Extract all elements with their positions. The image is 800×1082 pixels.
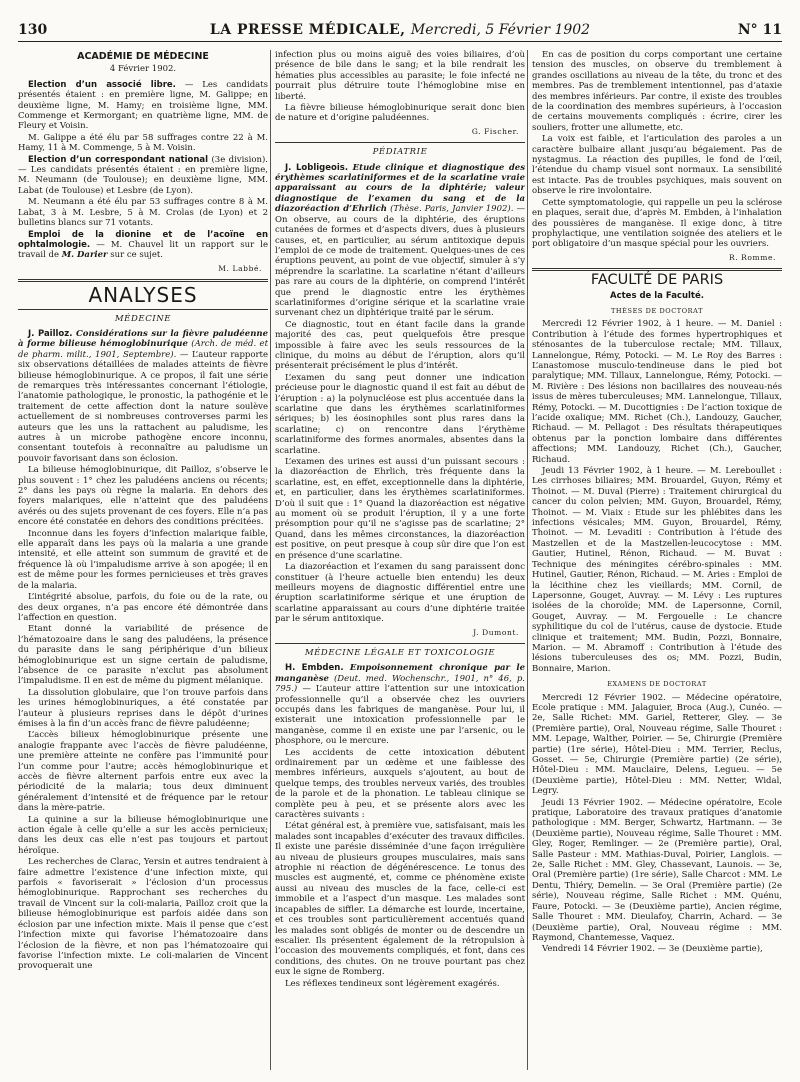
subsection-heading: Actes de la Faculté.: [610, 290, 704, 301]
issue-number: N° 11: [737, 22, 782, 38]
paragraph: La diazoréaction et l’examen du sang paraissent donc constituer (à l’heure actuelle bien entendu) les deux meilleurs moyens de diagnostic différentiel entre une éruption scarlatiniforme sérique et une éruption de scarlatine apparaissant au cours d’une diphtérie traitée par le sérum antitoxique.: [275, 562, 525, 625]
signature: G. Fischer.: [471, 126, 519, 136]
subsection-heading: MÉDECINE: [114, 313, 172, 324]
paragraph: En cas de position du corps comportant une certaine tension des muscles, on observe du tremblement à grandes oscillations au niveau de la tête, du tronc et des membres. Pas de tremblement intentionnel, pas d’ataxie des membres inférieurs. Par contre, il existe des troubles de la coordination des membres supérieurs, à l’occasion de certains mouvements compliqués : écrire, cirer les souliers, frotter une allumette, etc.: [532, 50, 782, 133]
divider: [18, 279, 268, 282]
divider: [275, 142, 525, 143]
paragraph: Les réflexes tendineux sont légèrement exagérés.: [285, 978, 500, 989]
paragraph: Election d’un associé libre. — Les candidats présentés étaient : en première ligne, M. Galippe; en deuxième ligne, M. Hamy; en troisième ligne, MM. Commenge et Kermorgant; en quatrième ligne, MM. de Fleury et Voisin.: [18, 79, 268, 132]
running-header: [18, 20, 782, 42]
column-2: [275, 50, 525, 1074]
analyses-heading: ANALYSES: [88, 283, 198, 308]
subsection-heading: PÉDIATRIE: [372, 147, 428, 158]
paragraph: Etant donné la variabilité de présence de l’hématozoaire dans le sang des paludéens, la présence du parasite dans le sang périphérique d’un bilieux hémoglobinurique est un signe certain de paludisme, l’absence de ce parasite n’exclut pas absolument l’impaludisme. Il en est de même du pigment mélanique.: [18, 624, 268, 687]
paragraph: La dissolution globulaire, que l’on trouve parfois dans les urines hémoglobinuriques, a été constatée par l’auteur à plusieurs reprises dans le dépôt d’urines émises à la fin d’un accès franc de fièvre paludéenne;: [18, 687, 268, 729]
paragraph: Election d’un correspondant national (3e division). — Les candidats présentés étaient : en première ligne, M. Neumann (de Toulouse); en deuxième ligne, MM. Labat (de Toulouse) et Lesbre (de Lyon).: [18, 154, 268, 196]
paragraph: M. Galippe a été élu par 58 suffrages contre 22 à M. Hamy, 11 à M. Commenge, 5 à M. Voisin.: [18, 132, 268, 154]
divider: [275, 643, 525, 644]
paragraph: Mercredi 12 Février 1902, à 1 heure. — M. Daniel : Contribution à l’étude des formes hypertrophiques et sténosantes de la tuberculose rectale; MM. Tillaux, Lannelongue, Rémy, Potocki. — M. Le Roy des Barres : L’anastomose musculo-tendineuse dans le pied bot paralytique; MM. Tillaux, Lannelongue, Rémy, Potocki. — M. Rivière : Des lésions non bacillaires des nouveau-nés issus de mères tuberculeuses; MM. Lannelongue, Tillaux, Rémy, Potocki. — M. Ducottignies : De l’action toxique de l’acide oxalique; MM. Richet (Ch.), Landouzy, Gaucher, Richaud. — M. Pellagot : Des résultats thérapeutiques obtenus par la ponction lombaire dans différentes affections; MM. Landouzy, Richet (Ch.), Gaucher, Richaud.: [532, 319, 782, 465]
paragraph: J. Lobligeois. Etude clinique et diagnostique des érythèmes scarlatiniformes et de la scarlatine vraie apparaissant au cours de la diphtérie; valeur diagnostique de l’examen du sang et de la diazoréaction d’Ehrlich (Thèse. Paris, Janvier 1902). — On observe, au cours de la diphtérie, des éruptions cutanées de formes et d’aspects divers, dues à plusieurs causes, et, en particulier, au sérum antitoxique depuis l’emploi de ce mode de traitement. Quelques-unes de ces éruptions peuvent, au point de vue objectif, simuler à s’y méprendre la scarlatine. La scarlatine n’étant d’ailleurs pas rare au cours de la diphtérie, on comprend l’intérêt que prend le diagnostic entre les érythèmes scarlatiniformes d’origine sérique et la scarlatine vraie survenant chez un diphtérique traité par le sérum.: [275, 162, 525, 319]
paragraph: Emploi de la dionine et de l’acoïne en ophtalmologie. — M. Chauvel lit un rapport sur le travail de M. Darier sur ce sujet.: [18, 229, 268, 261]
paragraph: L’accès bilieux hémoglobinurique présente une analogie frappante avec l’accès de fièvre paludéenne, une première atteinte ne confère pas l’immunité pour l’un comme pour l’autre; accès hémoglobinurique et accès de fièvre alternent parfois entre eux avec la périodicité de la malaria; tous deux diminuent généralement d’intensité et de fréquence par le retour dans la mère-patrie.: [18, 730, 268, 814]
paragraph: La voix est faible, et l’articulation des paroles a un caractère bulbaire allant jusqu’au bégaiement. Pas de nystagmus. La réaction des pupilles, le fond de l’œil, l’étendue du champ visuel sont normaux. La sensibilité est intacte. Pas de troubles psychiques, mais souvent on observe le rire involontaire.: [532, 134, 782, 197]
paragraph: L’examen des urines est aussi d’un puissant secours : la diazoréaction de Ehrlich, très fréquente dans la scarlatine, est, en effet, exceptionnelle dans la diphtérie, et, en particulier, dans les érythèmes scarlatiniformes. D’où il suit que : 1° Quand la diazoréaction est négative au moment où se produit l’éruption, il y a une forte présomption pour qu’il ne s’agisse pas de scarlatine; 2° Quand, dans les mêmes circonstances, la diazoréaction est positive, on peut presque à coup sûr dire que l’on est en présence d’une scarlatine.: [275, 457, 525, 561]
signature: M. Labbé.: [218, 263, 262, 273]
column-rule: [527, 50, 528, 1070]
column-rule: [270, 50, 271, 1070]
paragraph: Jeudi 13 Février 1902, à 1 heure. — M. Lereboullet : Les cirrhoses biliaires; MM. Brouardel, Guyon, Rémy et Thoinot. — M. Duval (Pierre) : Traitement chirurgical du cancer du colon pelvien; MM. Guyon, Brouardel, Rémy, Thoinot. — M. Viaix : Etude sur les phlébites dans les infections vésicales; MM. Guyon, Brouardel, Rémy, Thoinot. — M. Levaditi : Contribution à l’étude des Mastzellen et de la Mastzellen-leucocytose : MM. Gautier, Hutinel, Rénon, Richaud. — M. Buvat : Technique des méningites cérébro-spinales : MM. Hutinel, Gautier, Rénon, Richaud. — M. Aries : Emploi de la lécithine chez les vieillards; MM. Cornil, de Lapersonne, Gouget, Auvray. — M. Lévy : Les ruptures isolées de la choroïde; MM. de Lapersonne, Cornil, Gouget, Auvray. — M. Fergouelle : Le chancre syphilitique du col de l’utérus, cause de dystocie. Etude clinique et traitement; MM. Budin, Pozzi, Bonnaire, Marion. — M. Abramoff : Contribution à l’étude des lésions tuberculeuses des os; MM. Pozzi, Budin, Bonnaire, Marion.: [532, 466, 782, 674]
paragraph: Vendredi 14 Février 1902. — 3e (Deuxième partie),: [542, 944, 763, 955]
paragraph: H. Embden. Empoisonnement chronique par le manganèse (Deut. med. Wochenschr., 1901, n° 46, p. 795.) — L’auteur attire l’attention sur une intoxication professionnelle qu’il a observée chez les ouvriers occupés dans les fabriques de manganèse. Pour lui, il existerait une intoxication professionnelle par le manganèse, comme il en existe une par l’arsenic, ou le phosphore, ou le mercure.: [275, 663, 525, 747]
paragraph: L’intégrité absolue, parfois, du foie ou de la rate, ou des deux organes, n’a pas encore été démontrée dans l’affection en question.: [18, 592, 268, 623]
paragraph: infection plus ou moins aiguë des voies biliaires, d’où présence de bile dans le sang; et la bile rendrait les hématies plus accessibles au parasite; le foie infecté ne pourrait plus détruire toute l’hémoglobine mise en liberté.: [275, 50, 525, 102]
subsection-heading: MÉDECINE LÉGALE ET TOXICOLOGIE: [304, 647, 496, 658]
signature: J. Dumont.: [473, 627, 519, 637]
small-caps-heading: THÈSES DE DOCTORAT: [610, 306, 704, 315]
paragraph: L’examen du sang peut donner une indication précieuse pour le diagnostic quand il est fait au début de l’éruption : a) la polynucléose est plus accentuée dans la scarlatine que dans les érythèmes scarlatiniformes sériques; b) les éosinophiles sont plus rares dans la scarlatine; c) on rencontre dans l’érythème scarlatiniforme des formes anormales, absentes dans la scarlatine.: [275, 372, 525, 456]
column-1: [18, 50, 268, 1074]
journal-title: LA PRESSE MÉDICALE, Mercredi, 5 Février 1902: [209, 22, 591, 38]
divider: [532, 268, 782, 271]
faculty-heading: FACULTÉ DE PARIS: [590, 272, 724, 289]
paragraph: Ce diagnostic, tout en étant facile dans la grande majorité des cas, peut quelquefois être presque impossible à faire avec les seuls ressources de la clinique, du moins au début de l’éruption, alors qu’il présenterait précisément le plus d’intérêt.: [275, 319, 525, 372]
paragraph: Les recherches de Clarac, Yersin et autres tendraient à faire admettre l’existence d’une infection mixte, qui parfois « favoriserait » l’éclosion d’un processus hémoglobinurique. Rapprochant ses recherches du travail de Vincent sur la coli-malaria, Pailloz croit que la bilieuse hémoglobinurique est parfois aidée dans son éclosion par une infection mixte. Mais il pense que c’est l’infection mixte qui favorise l’hématozoaire dans l’éclosion de la fièvre, et non pas l’hématozoaire qui favorise l’infection mixte. Le coli-malarien de Vincent provoquerait une: [18, 857, 268, 972]
small-caps-heading: EXAMENS DE DOCTORAT: [607, 680, 707, 689]
paragraph: Les accidents de cette intoxication débutent ordinairement par un œdème et une faiblesse des membres inférieurs, auxquels s’ajoutent, au bout de quelque temps, des troubles nerveux variés, des troubles de la parole et de la phonation. Le tableau clinique se complète peu à peu, et se présente alors avec les caractères suivants :: [275, 747, 525, 821]
paragraph: L’état général est, à première vue, satisfaisant, mais les malades sont incapables d’exécuter des travaux difficiles. Il existe une parésie disséminée d’une façon irrégulière au niveau de plusieurs groupes musculaires, mais sans atrophie ni réaction de dégénérescence. Le tonus des muscles est augmenté, et, comme ce phénomène existe aussi au niveau des muscles de la face, celle-ci est immobile et a l’aspect d’un masque. Les malades sont incapables de siffler. La démarche est lourde, incertaine, et ces troubles sont particulièrement accentués quand les malades sont obligés de monter ou de descendre un escalier. Ils présentent également de la rétropulsion à l’occasion des mouvements compliqués, et font, dans ces conditions, des chutes. On ne trouve pourtant pas chez eux le signe de Romberg.: [275, 821, 525, 978]
paragraph: Cette symptomatologie, qui rappelle un peu la sclérose en plaques, serait due, d’après M. Embden, à l’inhalation des poussières de manganèse. Il exige donc, à titre prophylactique, une ventilation soignée des ateliers et le port obligatoire d’un masque spécial pour les ouvriers.: [532, 197, 782, 250]
signature: R. Romme.: [728, 252, 776, 262]
paragraph: La quinine a sur la bilieuse hémoglobinurique une action égale à celle qu’elle a sur les accès pernicieux; dans les deux cas elle n’est pas toujours et partout héroïque.: [18, 814, 268, 856]
paragraph: Inconnue dans les foyers d’infection malarique faible, elle apparaît dans les pays où la malaria a une grande intensité, et elle atteint son summum de gravité et de fréquence là où l’impaludisme arrive à son apogée; il en est de même pour les formes pernicieuses et très graves de la malaria.: [18, 528, 268, 591]
issue-date: Mercredi, 5 Février 1902: [410, 22, 591, 38]
paragraph: La bilieuse hémoglobinurique, dit Pailloz, s’observe le plus souvent : 1° chez les paludéens anciens ou récents; 2° dans les pays où règne la malaria. En dehors des foyers malariques, elle n’atteint que des paludéens avérés ou des sujets provenant de ces foyers. Elle n’a pas encore été constatée en dehors des conditions précitées.: [18, 465, 268, 528]
divider: [18, 309, 268, 310]
paragraph: M. Neumann a été élu par 53 suffrages contre 8 à M. Labat, 3 à M. Lesbre, 5 à M. Crolas (de Lyon) et 2 bulletins blancs sur 71 votants.: [18, 197, 268, 229]
paragraph: La fièvre bilieuse hémoglobinurique serait donc bien de nature et d’origine paludéennes.: [275, 103, 525, 124]
column-3: [532, 50, 782, 1074]
paragraph: Mercredi 12 Février 1902. — Médecine opératoire, Ecole pratique : MM. Jalaguier, Broca (Aug.), Cunéo. — 2e, Salle Richet: MM. Gariel, Retterer, Gley. — 3e (Première partie), Oral, Nouveau régime, Salle Thouret : MM. Lepage, Walther, Poirier. — 5e, Chirurgie (Première partie) (1re série), Hôtel-Dieu : MM. Terrier, Reclus, Gosset. — 5e, Chirurgie (Première partie) (2e série), Hôtel-Dieu : MM. Mauclaire, Delens, Legueu. — 5e (Deuxième partie), Hôtel-Dieu : MM. Netter, Widal, Legry.: [532, 692, 782, 797]
section-heading: ACADÉMIE DE MÉDECINE: [77, 51, 209, 62]
section-date: 4 Février 1902.: [109, 64, 177, 75]
paragraph: J. Pailloz. Considérations sur la fièvre paludéenne à forme bilieuse hémoglobinurique (Arch. de méd. et de pharm. milit., 1901, Septembre). — L’auteur rapporte six observations détaillées de malades atteints de fièvre bilieuse hémoglobinurique. A ce propos, il fait une série de remarques très intéressantes concernant l’étiologie, l’anatomie pathologique, le pronostic, la pathogénie et le traitement de cette affection dont la nature soulève actuellement de si nombreuses controverses parmi les auteurs que les uns la rattachent au paludisme, les autres à un microbe pathogène encore inconnu, consentant toutefois à reconnaître au paludisme un pouvoir favorisant dans son éclosion.: [18, 328, 268, 464]
page-number: 130: [18, 22, 48, 38]
paragraph: Jeudi 13 Février 1902. — Médecine opératoire, Ecole pratique, Laboratoire des travaux pratiques d’anatomie pathologique : MM. Berger, Schwartz, Hartmann. — 3e (Deuxième partie), Nouveau régime, Salle Thouret : MM. Gley, Roger, Remlinger. — 2e (Première partie), Oral, Salle Pasteur : MM. Mathias-Duval, Poirier, Langlois. — 2e, Salle Richet : MM. Gley, Chassevant, Launois. — 3e, Oral (Première partie) (1re série), Salle Charcot : MM. Le Dentu, Thiéry, Demelin. — 3e Oral (Première partie) (2e série), Nouveau régime, Salle Richet : MM. Quénu, Faure, Potocki. — 3e (Deuxième partie), Ancien régime, Salle Thouret : MM. Dieulafoy, Charrin, Achard. — 3e (Deuxième partie), Oral, Nouveau régime : MM. Raymond, Chantemesse, Vaquez.: [532, 797, 782, 943]
